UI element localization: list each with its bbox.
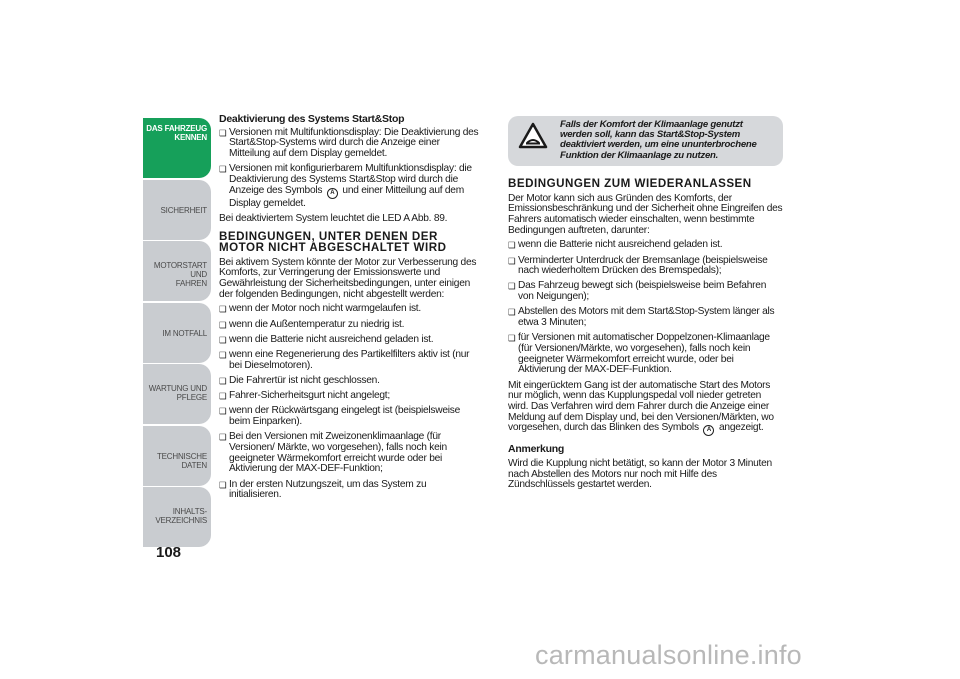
paragraph: Der Motor kann sich aus Gründen des Komforts, der Emissionsbeschränkung und der Sicherheit ohne Eingreifen des Fahrers automatisch wieder einschalten, wenn bestimmte Bedingungen auftreten, darunter: (508, 192, 783, 236)
tab-label-line: FAHREN (175, 279, 207, 288)
list-item: ❑ wenn die Batterie nicht ausreichend geladen ist. (219, 335, 481, 346)
tab-label-line: IM NOTFALL (162, 328, 207, 338)
tab-im-notfall[interactable] (143, 303, 211, 363)
tab-label-line: DAS FAHRZEUG (146, 124, 207, 133)
tab-motorstart-und-fahren[interactable] (143, 241, 211, 301)
list-item-text: Versionen mit konfigurierbarem Multifunktionsdisplay: die Deaktivierung des Systems Start&Stop wird durch die Anzeige des Symbols (229, 163, 472, 196)
list-item: ❑ für Versionen mit automatischer Doppelzonen-Klimaanlage (für Versionen/Märkte, wo vorgesehen), falls noch kein geeigneter Wärmekomfort erreicht wurde, oder bei Aktivierung der MAX-DEF-Funktion. (508, 333, 783, 376)
list-item (219, 164, 481, 209)
start-stop-off-icon: A (327, 188, 338, 199)
list-item: ❑ Verminderter Unterdruck der Bremsanlage (beispielsweise nach wiederholtem Drücken des Bremspedals); (508, 256, 783, 277)
tab-label-line: SICHERHEIT (160, 205, 207, 215)
paragraph-text-tail: angezeigt. (718, 422, 764, 434)
tab-label-line: TECHNISCHE DATEN (156, 451, 207, 470)
list-item: ❑ Bei den Versionen mit Zweizonenklimaanlage (für Versionen/ Märkte, wo vorgesehen), falls noch kein geeigneter Wärmekomfort erreicht wurde oder bei Aktivierung der MAX-DEF-Funktion; (219, 432, 481, 475)
paragraph: Wird die Kupplung nicht betätigt, so kann der Motor 3 Minuten nach Abstellen des Motors nur noch mit Hilfe des Zündschlüssels gestartet werden. (508, 458, 772, 491)
list-item: ❑ Fahrer-Sicherheitsgurt nicht angelegt; (219, 391, 481, 402)
section-heading: Deaktivierung des Systems Start&Stop (219, 113, 405, 125)
list-item: ❑ Das Fahrzeug bewegt sich (beispielsweise beim Befahren von Neigungen); (508, 281, 783, 302)
tab-sicherheit[interactable] (143, 180, 211, 240)
tab-label-line: INHALTS- (172, 507, 207, 516)
paragraph-text: Mit eingerücktem Gang ist der automatische Start des Motors nur möglich, wenn das Kupplungspedal voll nieder getreten wird. Das Verfahren wird dem Fahrer durch die Anzeige einer Meldung auf dem Display und, bei den Versionen/Märkten, wo vorgesehen, durch das Blinken des Symbols (508, 379, 774, 434)
tab-label-line: WARTUNG UND (148, 384, 207, 393)
list-item: ❑ wenn eine Regenerierung des Partikelfilters aktiv ist (nur bei Dieselmotoren). (219, 350, 481, 371)
list-item: ❑ Abstellen des Motors mit dem Start&Stop-System länger als etwa 3 Minuten; (508, 307, 783, 328)
chapter-sidebar (143, 118, 211, 549)
list-item: ❑ Versionen mit Multifunktionsdisplay: Die Deaktivierung des Start&Stop-Systems wird durch die Anzeige einer Mitteilung auf dem Display gemeldet. (219, 128, 481, 160)
list-item: ❑ In der ersten Nutzungszeit, um das System zu initialisieren. (219, 480, 481, 501)
text-column-right (508, 116, 783, 495)
list-item-text-tail: und einer Mitteilung auf dem Display gemeldet. (229, 184, 464, 209)
tab-technische-daten[interactable] (143, 426, 211, 486)
tab-wartung-und-pflege[interactable] (143, 364, 211, 424)
section-heading: BEDINGUNGEN ZUM WIEDERANLASSEN (508, 177, 752, 190)
watermark: carmanualsonline.info (535, 640, 802, 670)
warning-text: Falls der Komfort der Klimaanlage genutzt werden soll, kann das Start&Stop-System deaktiviert werden, um eine ununterbrochene Funktion der Klimaanlage zu nutzen. (560, 119, 757, 161)
list-item: ❑ Die Fahrertür ist nicht geschlossen. (219, 376, 481, 387)
tab-label-line: KENNEN (174, 133, 207, 142)
page-number: 108 (156, 544, 182, 561)
warning-triangle-icon (518, 122, 548, 150)
tab-das-fahrzeug-kennen[interactable] (143, 118, 211, 178)
note-heading: Anmerkung (508, 443, 565, 456)
warning-box (508, 116, 783, 166)
start-stop-icon: A (703, 425, 714, 436)
tab-inhaltsverzeichnis[interactable] (143, 487, 211, 547)
tab-label-line: PFLEGE (176, 393, 207, 402)
text-column-left (219, 114, 481, 505)
list-item: ❑ wenn die Außentemperatur zu niedrig ist. (219, 320, 481, 331)
paragraph (508, 381, 783, 437)
list-item: ❑ wenn die Batterie nicht ausreichend geladen ist. (508, 240, 783, 251)
tab-label-line: VERZEICHNIS (155, 516, 207, 525)
list-item: ❑ wenn der Motor noch nicht warmgelaufen ist. (219, 304, 481, 315)
paragraph: Bei deaktiviertem System leuchtet die LED A Abb. 89. (219, 212, 448, 224)
list-item: ❑ wenn der Rückwärtsgang eingelegt ist (beispielsweise beim Einparken). (219, 406, 481, 427)
section-heading: BEDINGUNGEN, UNTER DENEN DER MOTOR NICHT ABGESCHALTET WIRD (219, 229, 447, 255)
paragraph: Bei aktivem System könnte der Motor zur Verbesserung des Komforts, zur Verringerung der Emissionswerte und Gewährleistung der Sicherheitsbedingungen, unter einigen der folgenden Bedingungen, nicht abgestellt werden: (219, 256, 477, 300)
tab-label-line: MOTORSTART UND (153, 261, 207, 279)
